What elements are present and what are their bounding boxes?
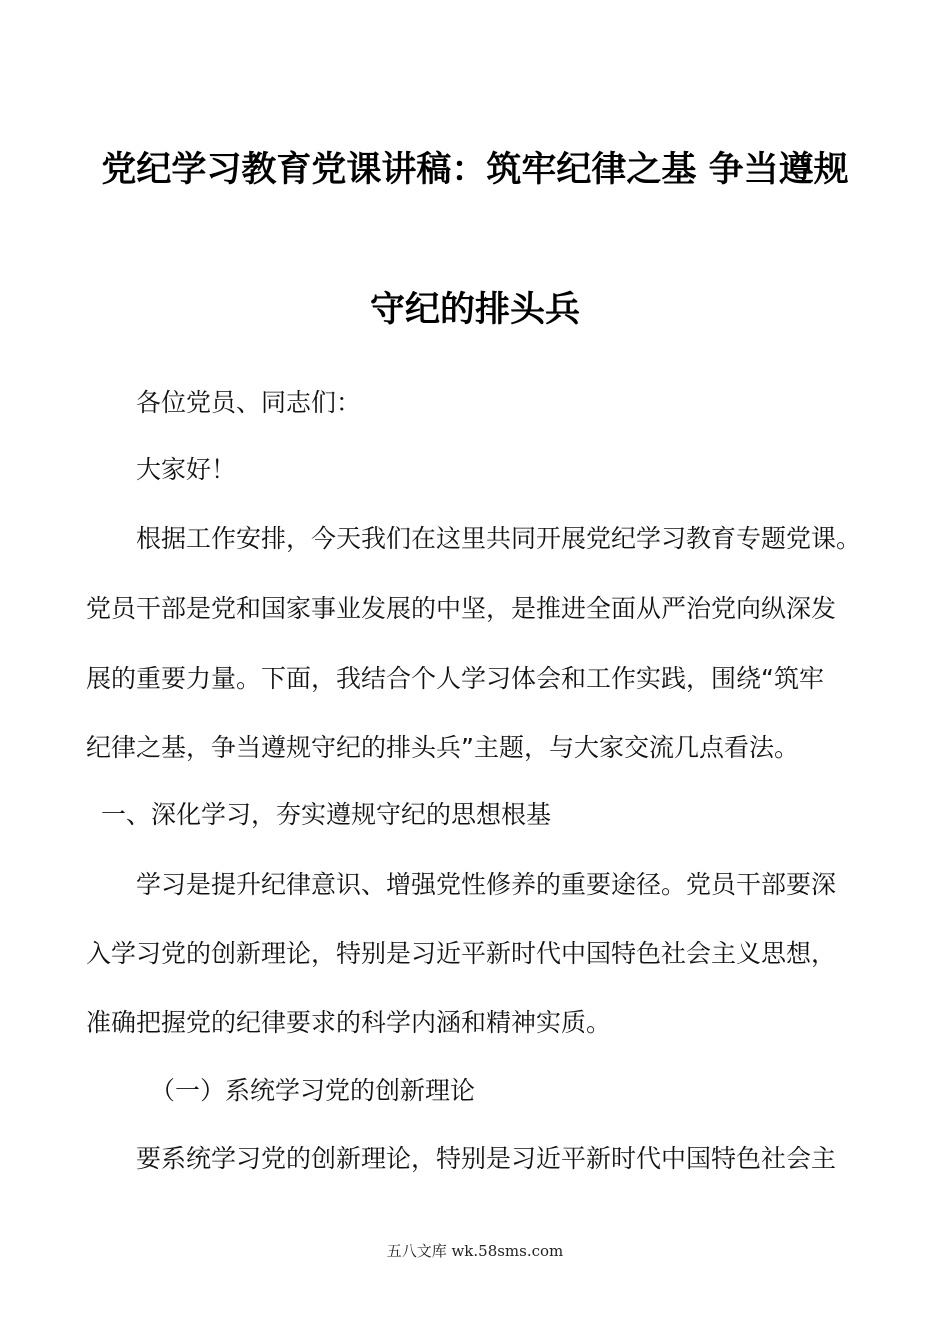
section-1-line-2: 入学习党的创新理论，特别是习近平新时代中国特色社会主义思想， bbox=[86, 939, 837, 968]
intro-line-3: 展的重要力量。下面，我结合个人学习体会和工作实践，围绕“筑牢 bbox=[86, 664, 824, 693]
intro-line-2: 党员干部是党和国家事业发展的中坚，是推进全面从严治党向纵深发 bbox=[86, 594, 837, 623]
salutation: 各位党员、同志们： bbox=[136, 388, 362, 417]
section-1-line-1: 学习是提升纪律意识、增强党性修养的重要途径。党员干部要深 bbox=[136, 870, 837, 899]
section-1-heading: 一、深化学习，夯实遵规守纪的思想根基 bbox=[101, 800, 552, 829]
intro-line-4: 纪律之基，争当遵规守纪的排头兵”主题，与大家交流几点看法。 bbox=[86, 733, 799, 762]
document-title-line-2: 守纪的排头兵 bbox=[369, 290, 580, 330]
greeting: 大家好！ bbox=[136, 455, 237, 484]
footer-watermark: 五八文库 wk.58sms.com bbox=[386, 1242, 564, 1260]
subsection-1-line-1: 要系统学习党的创新理论，特别是习近平新时代中国特色社会主 bbox=[136, 1144, 837, 1173]
section-1-line-3: 准确把握党的纪律要求的科学内涵和精神实质。 bbox=[86, 1008, 612, 1037]
subsection-1-heading: （一）系统学习党的创新理论 bbox=[150, 1076, 476, 1105]
intro-line-1: 根据工作安排，今天我们在这里共同开展党纪学习教育专题党课。 bbox=[136, 524, 862, 553]
document-title-line-1: 党纪学习教育党课讲稿：筑牢纪律之基 争当遵规 bbox=[101, 150, 849, 190]
